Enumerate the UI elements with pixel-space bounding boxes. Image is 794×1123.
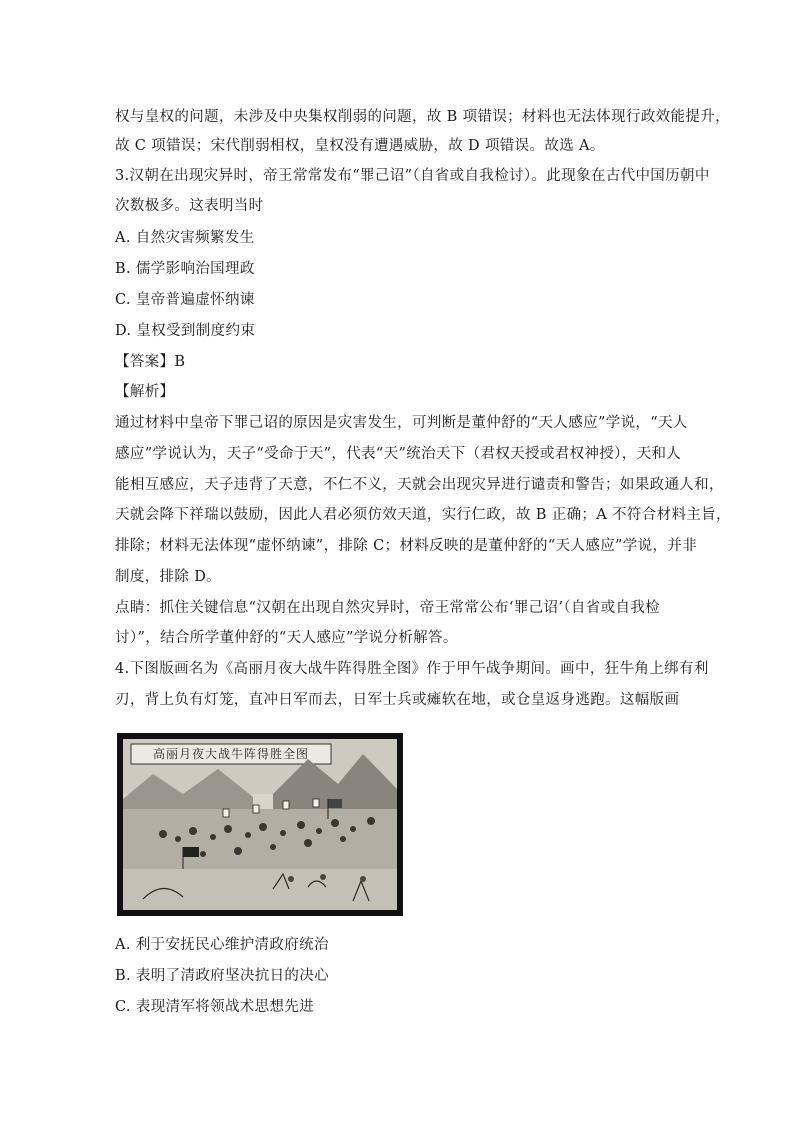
option-d: D. 皇权受到制度约束 bbox=[115, 323, 256, 339]
analysis-text: 天就会降下祥瑞以鼓励，因此人君必须仿效天道，实行仁政，故 B 正确；A 不符合材料主旨， bbox=[115, 507, 731, 523]
option-a: A. 利于安抚民心维护清政府统治 bbox=[115, 937, 329, 953]
tip-text: 点睛：抓住关键信息“汉朝在出现自然灾异时，帝王常常公布‘罪己诏’（自省或自我检 bbox=[115, 600, 661, 616]
tip-text: 讨）”，结合所学董仲舒的“天人感应”学说分析解答。 bbox=[115, 630, 458, 646]
text-line: 故 C 项错误；宋代削弱相权，皇权没有遭遇威胁，故 D 项错误。故选 A。 bbox=[115, 138, 605, 154]
print-illustration bbox=[123, 739, 397, 910]
question-3-stem: 次数极多。这表明当时 bbox=[115, 198, 264, 214]
analysis-text: 通过材料中皇帝下罪己诏的原因是灾害发生，可判断是董仲舒的“天人感应”学说，“天人 bbox=[115, 415, 688, 431]
print-title: 高丽月夜大战牛阵得胜全图 bbox=[152, 747, 310, 761]
option-a: A. 自然灾害频繁发生 bbox=[115, 230, 255, 246]
option-c: C. 表现清军将领战术思想先进 bbox=[115, 999, 315, 1015]
analysis-text: 排除；材料无法体现“虚怀纳谏”，排除 C；材料反映的是董仲舒的“天人感应”学说，并非 bbox=[115, 538, 698, 554]
answer-label: 【答案】B bbox=[115, 354, 186, 370]
text-line: 权与皇权的问题，未涉及中央集权削弱的问题，故 B 项错误；材料也无法体现行政效能提升， bbox=[115, 109, 730, 125]
analysis-text: 感应”学说认为，天子“受命于天”，代表“天”统治天下（君权天授或君权神授），天和人 bbox=[115, 446, 682, 462]
option-c: C. 皇帝普遍虚怀纳谏 bbox=[115, 292, 255, 308]
woodblock-print-image bbox=[117, 733, 403, 916]
analysis-text: 能相互感应，天子违背了天意，不仁不义，天就会出现灾异进行谴责和警告；如果政通人和， bbox=[115, 477, 724, 493]
question-4-stem: 刃，背上负有灯笼，直冲日军而去，日军士兵或瘫软在地，或仓皇返身逃跑。这幅版画 bbox=[115, 692, 680, 708]
analysis-text: 制度，排除 D。 bbox=[115, 569, 222, 585]
option-b: B. 儒学影响治国理政 bbox=[115, 261, 255, 277]
option-b: B. 表明了清政府坚决抗日的决心 bbox=[115, 968, 329, 984]
analysis-label: 【解析】 bbox=[115, 384, 175, 400]
question-4-stem: 4.下图版画名为《高丽月夜大战牛阵得胜全图》作于甲午战争期间。画中，狂牛角上绑有利 bbox=[115, 661, 709, 677]
question-3-stem: 3.汉朝在出现灾异时，帝王常常发布“罪己诏”（自省或自我检讨）。此现象在古代中国历朝中 bbox=[115, 168, 710, 184]
